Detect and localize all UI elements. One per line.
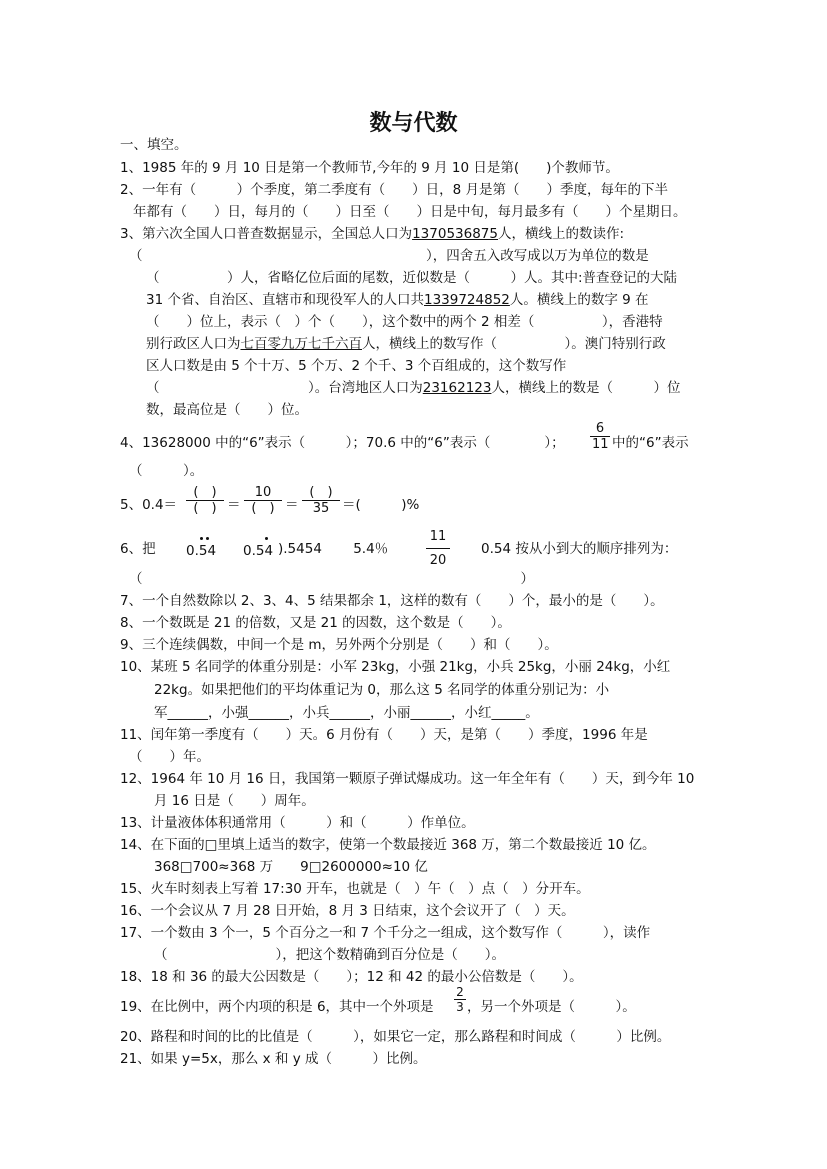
question-2-line-2: 年都有（ ）日，每月的（ ）日至（ ）日是中旬，每月最多有（ ）个星期日。 xyxy=(133,204,687,220)
q5-fraction-1-denominator: ( ) xyxy=(193,501,217,516)
q3-text: 人。横线上的数字 9 在 xyxy=(509,292,649,308)
repeat-dot-icon xyxy=(265,537,268,540)
question-3-line-4 xyxy=(146,292,649,308)
question-18: 18、18 和 36 的最大公因数是（ ）；12 和 42 的最小公倍数是（ ）。 xyxy=(120,969,583,985)
q3-text: 31 个省、自治区、直辖市和现役军人的人口共 xyxy=(146,292,424,308)
question-10-line-1: 10、某班 5 名同学的体重分别是：小军 23kg，小强 21kg，小兵 25kg，小丽 24kg，小红 xyxy=(120,659,671,675)
question-1: 1、1985 年的 9 月 10 日是第一个教师节,今年的 9 月 10 日是第( )个教师节。 xyxy=(120,160,619,176)
q3-text: 人，横线上的数读作: xyxy=(498,226,625,242)
question-8: 8、一个数既是 21 的倍数，又是 21 的因数，这个数是（ ）。 xyxy=(120,615,511,631)
question-21: 21、如果 y=5x，那么 x 和 y 成（ ）比例。 xyxy=(120,1051,427,1067)
q5-fraction-2 xyxy=(244,485,282,516)
q4-fraction-numerator: 6 xyxy=(590,421,610,437)
q5-tail: ＝( )% xyxy=(342,497,420,513)
q6-fraction xyxy=(426,529,450,568)
q6-tail: 0.54 按从小到大的顺序排列为： xyxy=(481,541,678,557)
q5-fraction-2-numerator: 10 xyxy=(244,485,282,501)
q19-fraction-denominator: 3 xyxy=(456,1000,464,1014)
q5-fraction-1-numerator: ( ) xyxy=(186,485,224,501)
question-20: 20、路程和时间的比的比值是（ ），如果它一定，那么路程和时间成（ ）比例。 xyxy=(120,1029,671,1045)
q5-equals-2: ＝ xyxy=(285,497,299,513)
q6-numbers: ).5454 5.4％ xyxy=(278,541,389,557)
question-14-line-2: 368□700≈368 万 9□2600000≈10 亿 xyxy=(154,859,428,875)
question-16: 16、一个会议从 7 月 28 日开始，8 月 3 日结束，这个会议开了（ ）天。 xyxy=(120,903,575,919)
question-3-line-2: （ ），四舍五入改写成以万为单位的数是 xyxy=(129,248,649,264)
question-13: 13、计量液体体积通常用（ ）和（ ）作单位。 xyxy=(120,815,475,831)
q3-text: 别行政区人口为 xyxy=(146,336,241,352)
q6-repeating-decimal-1: 0.54 xyxy=(186,543,217,559)
question-4-line-2: （ ）。 xyxy=(129,463,204,479)
question-10-line-2: 22kg。如果把他们的平均体重记为 0，那么这 5 名同学的体重分别记为：小 xyxy=(154,682,610,698)
question-3-line-5: （ ）位上，表示（ ）个（ ），这个数中的两个 2 相差（ ），香港特 xyxy=(146,314,663,330)
q3-text: 3、第六次全国人口普查数据显示，全国总人口为 xyxy=(120,226,413,242)
page-title: 数与代数 xyxy=(369,110,458,136)
question-3-line-9: 数，最高位是（ ）位。 xyxy=(146,402,308,418)
question-4-line-1: 4、13628000 中的“6”表示（ ）；70.6 中的“6”表示（ ）； xyxy=(120,435,565,451)
question-15: 15、火车时刻表上写着 17:30 开车，也就是（ ）午（ ）点（ ）分开车。 xyxy=(120,881,590,897)
q4-fraction xyxy=(590,421,610,452)
question-17-line-1: 17、一个数由 3 个一，5 个百分之一和 7 个千分之一组成，这个数写作（ ），读作 xyxy=(120,925,651,941)
q3-text: 人，横线上的数写作（ ）。澳门特别行政 xyxy=(362,336,666,352)
q5-fraction-3-denominator: 35 xyxy=(312,501,330,516)
q3-population-mainland: 1339724852 xyxy=(423,292,510,308)
q5-fraction-1 xyxy=(186,485,224,516)
q5-fraction-2-denominator: ( ) xyxy=(251,501,275,516)
question-3-line-3: （ ）人，省略亿位后面的尾数，近似数是（ ）人。其中:普查登记的大陆 xyxy=(146,270,678,286)
q4-fraction-denominator: 11 xyxy=(592,437,609,452)
repeat-dot-icon xyxy=(200,537,203,540)
question-11-line-2: （ ）年。 xyxy=(129,749,210,765)
q5-fraction-3-numerator: ( ) xyxy=(302,485,340,501)
question-2-line-1: 2、一年有（ ）个季度，第二季度有（ ）日，8 月是第（ ）季度，每年的下半 xyxy=(120,182,668,198)
question-17-line-2: （ ），把这个数精确到百分位是（ ）。 xyxy=(154,947,505,963)
question-3-line-7: 区人口数是由 5 个十万、5 个万、2 个千、3 个百组成的，这个数写作 xyxy=(146,358,567,374)
section-heading: 一、填空。 xyxy=(120,137,188,153)
question-3-line-1 xyxy=(120,226,624,242)
q19-fraction xyxy=(454,985,466,1014)
question-6-lead: 6、把 xyxy=(120,541,156,557)
question-4-tail: 中的“6”表示 xyxy=(612,435,689,451)
question-9: 9、三个连续偶数，中间一个是 m，另外两个分别是（ ）和（ ）。 xyxy=(120,637,558,653)
q6-fraction-denominator: 20 xyxy=(426,548,450,568)
repeat-dot-icon xyxy=(206,537,209,540)
question-5-lead: 5、0.4＝ xyxy=(120,497,178,513)
q5-equals-1: ＝ xyxy=(227,497,241,513)
q3-population-taiwan: 23162123 xyxy=(422,380,492,396)
question-6-line-2: （ ） xyxy=(129,571,534,587)
q6-fraction-numerator: 11 xyxy=(429,529,447,544)
question-19-tail: ，另一个外项是（ ）。 xyxy=(467,999,636,1015)
q5-fraction-3 xyxy=(302,485,340,516)
question-3-line-6 xyxy=(146,336,666,352)
question-14-line-1: 14、在下面的□里填上适当的数字，使第一个数最接近 368 万，第二个数最接近 10 亿。 xyxy=(120,837,656,853)
question-10-line-3: 军______，小强______，小兵______，小丽______，小红_____。 xyxy=(154,705,539,721)
question-12-line-2: 月 16 日是（ ）周年。 xyxy=(154,793,315,809)
q3-population-total: 1370536875 xyxy=(412,226,498,242)
question-19-lead: 19、在比例中，两个内项的积是 6，其中一个外项是 xyxy=(120,999,434,1015)
q6-repeating-decimal-2: 0.54 xyxy=(243,543,274,559)
question-12-line-1: 12、1964 年 10 月 16 日，我国第一颗原子弹试爆成功。这一年全年有（ ）天，到今年 10 xyxy=(120,771,695,787)
question-3-line-8 xyxy=(146,380,680,396)
question-11-line-1: 11、闰年第一季度有（ ）天。6 月份有（ ）天，是第（ ）季度，1996 年是 xyxy=(120,727,648,743)
q3-text: 人，横线上的数是（ ）位 xyxy=(491,380,681,396)
q3-population-hongkong: 七百零九万七千六百 xyxy=(240,336,362,352)
q3-text: （ ）。台湾地区人口为 xyxy=(146,380,423,396)
question-7: 7、一个自然数除以 2、3、4、5 结果都余 1，这样的数有（ ）个，最小的是（ ）。 xyxy=(120,593,664,609)
q19-fraction-numerator: 2 xyxy=(454,985,466,1000)
